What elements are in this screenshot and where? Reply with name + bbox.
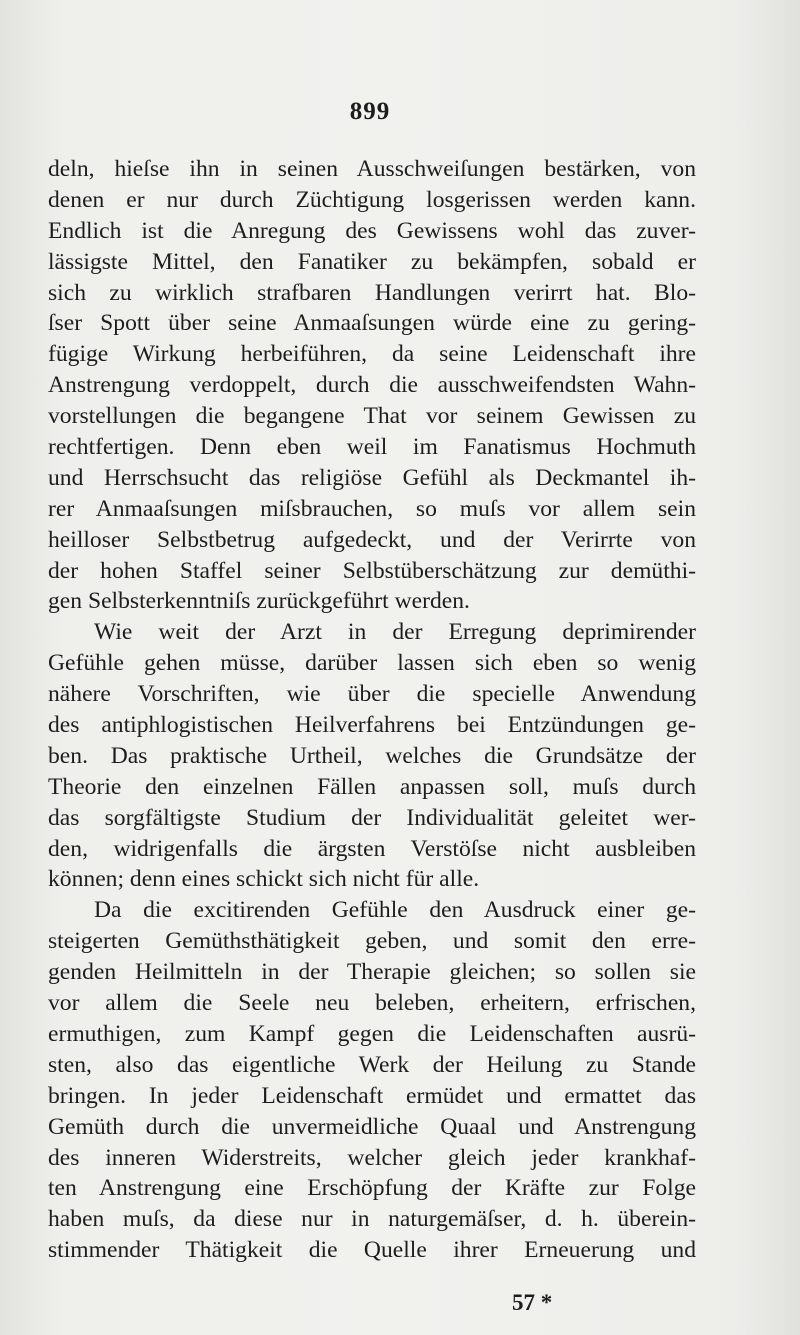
text-line: rer Anmaaſsungen miſsbrauchen, so muſs vor allem sein bbox=[48, 495, 696, 522]
text-line: sich zu wirklich strafbaren Handlungen verirrt hat. Blo- bbox=[48, 279, 696, 306]
text-line: haben muſs, da diese nur in naturgemäſser, d. h. überein- bbox=[48, 1206, 696, 1233]
text-line: den, widrigenfalls die ärgsten Verstöſse nicht ausbleiben bbox=[48, 835, 696, 862]
text-line: vorstellungen die begangene That vor seinem Gewissen zu bbox=[48, 403, 696, 430]
signature-mark: 57 * bbox=[512, 1290, 553, 1315]
text-line: können; denn eines schickt sich nicht für alle. bbox=[48, 866, 480, 893]
text-line: Theorie den einzelnen Fällen anpassen soll, muſs durch bbox=[48, 773, 696, 800]
text-line: Anstrengung verdoppelt, durch die ausschweifendsten Wahn- bbox=[48, 372, 696, 399]
text-line: gen Selbsterkenntniſs zurückgeführt werden. bbox=[48, 588, 470, 615]
page-number: 899 bbox=[349, 98, 391, 125]
text-line: genden Heilmitteln in der Therapie gleichen; so sollen sie bbox=[48, 959, 696, 986]
text-line: denen er nur durch Züchtigung losgerissen werden kann. bbox=[48, 186, 696, 213]
text-line: das sorgfältigste Studium der Individualität geleitet wer- bbox=[48, 804, 696, 831]
text-line: Gemüth durch die unvermeidliche Quaal und Anstrengung bbox=[48, 1113, 696, 1140]
text-line: des antiphlogistischen Heilverfahrens bei Entzündungen ge- bbox=[48, 712, 696, 739]
text-line: ben. Das praktische Urtheil, welches die Grundsätze der bbox=[48, 742, 696, 769]
text-line: stimmender Thätigkeit die Quelle ihrer Erneuerung und bbox=[48, 1237, 696, 1264]
text-line: Gefühle gehen müsse, darüber lassen sich eben so wenig bbox=[48, 650, 696, 677]
text-line: rechtfertigen. Denn eben weil im Fanatismus Hochmuth bbox=[48, 434, 696, 461]
text-line: sten, also das eigentliche Werk der Heilung zu Stande bbox=[48, 1051, 696, 1078]
text-line: Da die excitirenden Gefühle den Ausdruck einer ge- bbox=[94, 897, 696, 924]
text-line: Wie weit der Arzt in der Erregung deprimirender bbox=[94, 619, 696, 646]
text-line: der hohen Staffel seiner Selbstüberschätzung zur demüthi- bbox=[48, 557, 696, 584]
text-line: ſser Spott über seine Anmaaſsungen würde eine zu gering- bbox=[48, 310, 696, 337]
text-line: und Herrschsucht das religiöse Gefühl als Deckmantel ih- bbox=[48, 464, 696, 491]
text-line: des inneren Widerstreits, welcher gleich jeder krankhaf- bbox=[48, 1144, 696, 1171]
text-line: deln, hieſse ihn in seinen Ausschweiſungen bestärken, von bbox=[48, 156, 696, 182]
text-line: bringen. In jeder Leidenschaft ermüdet und ermattet das bbox=[48, 1082, 696, 1109]
text-line: nähere Vorschriften, wie über die specielle Anwendung bbox=[48, 681, 696, 708]
text-line: ermuthigen, zum Kampf gegen die Leidenschaften ausrü- bbox=[48, 1020, 696, 1047]
text-line: steigerten Gemüthsthätigkeit geben, und somit den erre- bbox=[48, 928, 696, 955]
text-line: vor allem die Seele neu beleben, erheitern, erfrischen, bbox=[48, 990, 696, 1017]
text-line: lässigste Mittel, den Fanatiker zu bekämpfen, sobald er bbox=[48, 248, 696, 275]
text-line: ten Anstrengung eine Erschöpfung der Kräfte zur Folge bbox=[48, 1175, 696, 1202]
text-line: heilloser Selbstbetrug aufgedeckt, und der Verirrte von bbox=[48, 526, 696, 553]
body-text bbox=[48, 154, 696, 1266]
text-line: fügige Wirkung herbeiführen, da seine Leidenschaft ihre bbox=[48, 341, 696, 368]
text-line: Endlich ist die Anregung des Gewissens wohl das zuver- bbox=[48, 217, 696, 244]
